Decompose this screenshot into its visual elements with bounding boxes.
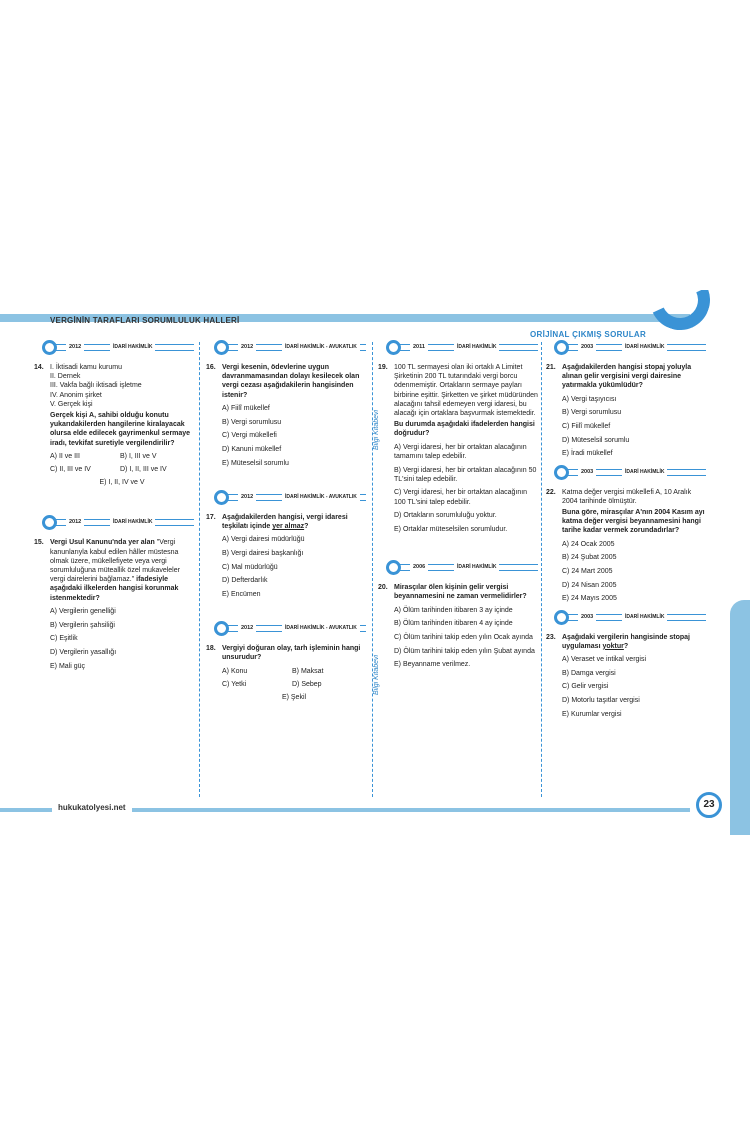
option-c: C) Vergi idaresi, her bir ortaktan alacağının 100 TL'sini talep edebilir. <box>394 489 528 506</box>
option-b: B) Vergi sorumlusu <box>222 418 282 426</box>
option-d: D) Defterdarlık <box>222 577 268 585</box>
tag-circle-icon <box>386 560 401 575</box>
option-d: D) Motorlu taşıtlar vergisi <box>562 697 640 705</box>
swoosh-decoration-icon <box>642 290 719 338</box>
exam-tag <box>546 465 706 480</box>
question-end: ? <box>623 642 629 650</box>
question-stem: Buna göre, mirasçılar A'nın 2004 Kasım ayı katma değer vergisi beyannamesini hangi tarihe kadar vermek zorundadırlar? <box>562 509 705 535</box>
exam-tag <box>378 560 538 575</box>
question-number: 17. <box>206 513 216 521</box>
question-number: 14. <box>34 364 44 371</box>
tag-year: 2012 <box>66 518 84 527</box>
tag-circle-icon <box>42 515 57 530</box>
question-23 <box>546 633 706 719</box>
tag-year: 2006 <box>410 563 428 572</box>
tag-year: 2012 <box>238 624 256 633</box>
column-divider <box>199 342 200 797</box>
tag-exam: İDARİ HAKİMLİK <box>454 343 499 352</box>
roman-item: V. Gerçek kişi <box>50 400 93 408</box>
question-21 <box>546 363 706 459</box>
option-c: C) Yetki <box>222 680 247 688</box>
footer-site-link[interactable]: hukukatolyesi.net <box>52 803 132 812</box>
option-c: C) Vergi mükellefi <box>222 432 277 440</box>
tag-exam: İDARİ HAKİMLİK - AVUKATLIK <box>282 624 360 633</box>
option-d: D) Kanuni mükellef <box>222 445 282 453</box>
question-quote: "Vergi kanunlarıyla kabul edilen hâller müstesna olmak üzere, mükellefiyete veya vergi sorumluluğuna müteallik özel mukaveleler vergi dairelerini bağlamaz." <box>50 539 180 584</box>
question-text: Vergi kesenin, ödevlerine uygun davranmamasından dolayı kesilecek olan vergi cezası aşağıdakilerin hangisinden istenir? <box>222 364 360 399</box>
option-b: B) Vergilerin şahsiliği <box>50 621 115 629</box>
section-label: ORİJİNAL ÇIKMIŞ SORULAR <box>530 330 647 339</box>
option-b: B) 24 Şubat 2005 <box>562 554 617 562</box>
option-a: A) Veraset ve intikal vergisi <box>562 656 647 664</box>
tag-exam: İDARİ HAKİMLİK <box>110 343 155 352</box>
question-text: Katma değer vergisi mükellefi A, 10 Aralık 2004 tarihinde ölmüştür. <box>562 488 692 505</box>
option-a: A) Vergilerin genelliği <box>50 607 116 615</box>
option-b: B) Vergi sorumlusu <box>562 409 622 417</box>
option-b: B) I, III ve V <box>120 452 157 460</box>
option-d: D) Sebep <box>292 680 322 688</box>
question-text: Aşağıdakilerden hangisi stopaj yoluyla alınan gelir vergisini vergi dairesine yatırmakla yükümlüdür? <box>562 364 692 390</box>
right-band-decoration <box>730 600 750 835</box>
tag-exam: İDARİ HAKİMLİK <box>622 613 667 622</box>
tag-circle-icon <box>554 465 569 480</box>
exam-tag <box>34 515 194 530</box>
tag-circle-icon <box>214 621 229 636</box>
option-e: E) Müteselsil sorumlu <box>222 459 289 467</box>
question-text: Aşağıdaki vergilerin hangisinde stopaj uygulaması <box>562 633 690 650</box>
question-17 <box>206 513 366 599</box>
option-c: C) 24 Mart 2005 <box>562 568 613 576</box>
option-d: D) Vergilerin yasallığı <box>50 648 117 656</box>
page-number: 23 <box>696 792 722 818</box>
question-stem: Bu durumda aşağıdaki ifadelerden hangisi doğrudur? <box>394 421 535 438</box>
tag-exam: İDARİ HAKİMLİK <box>110 518 155 527</box>
question-number: 22. <box>546 488 556 496</box>
option-e: E) 24 Mayıs 2005 <box>562 595 617 603</box>
question-text: 100 TL sermayesi olan iki ortaklı A Limitet Şirketinin 200 TL tutarındaki vergi borcu ödenmemiştir. Ortakların sermaye payları birbirine eşittir. Şirketten ve şirket müdüründen alacağını tahsil edemeyen vergi idaresi, bu alacağı için ortaklara başvurmak istemektedir. <box>394 364 538 418</box>
side-label: Bilgi Kitabevi <box>373 409 380 450</box>
option-a: A) Vergi taşıyıcısı <box>562 395 617 403</box>
exam-tag <box>34 340 194 355</box>
option-a: A) Konu <box>222 667 248 675</box>
option-d: D) I, II, III ve IV <box>120 466 167 474</box>
exam-tag <box>206 340 366 355</box>
option-b: B) Damga vergisi <box>562 669 616 677</box>
question-number: 16. <box>206 364 216 371</box>
column-2 <box>206 340 366 708</box>
question-end: ? <box>304 523 309 531</box>
question-emphasis: yoktur <box>602 642 624 650</box>
tag-exam: İDARİ HAKİMLİK - AVUKATLIK <box>282 343 360 352</box>
question-20 <box>378 583 538 669</box>
tag-year: 2012 <box>66 343 84 352</box>
tag-circle-icon <box>214 490 229 505</box>
option-b: B) Vergi dairesi başkanlığı <box>222 549 304 557</box>
tag-year: 2012 <box>238 343 256 352</box>
question-19 <box>378 363 538 534</box>
question-text: Aşağıdakilerden hangisi, vergi idaresi teşkilatı içinde <box>222 513 348 531</box>
roman-item: II. Dernek <box>50 373 81 381</box>
book-page <box>0 290 750 835</box>
question-number: 20. <box>378 584 388 592</box>
tag-year: 2012 <box>238 493 256 502</box>
exam-tag <box>546 610 706 625</box>
question-number: 19. <box>378 364 388 371</box>
option-e: E) İradi mükellef <box>562 450 613 458</box>
option-e: E) Ortaklar müteselsilen sorumludur. <box>394 526 508 534</box>
question-number: 18. <box>206 645 216 653</box>
question-number: 21. <box>546 364 556 371</box>
option-c: C) Mal müdürlüğü <box>222 563 278 571</box>
option-b: B) Vergi idaresi, her bir ortaktan alacağının 50 TL'sini talep edebilir. <box>394 466 537 483</box>
exam-tag <box>206 490 366 505</box>
question-14 <box>34 363 194 487</box>
option-a: A) Ölüm tarihinden itibaren 3 ay içinde <box>394 606 513 614</box>
option-a: A) Vergi dairesi müdürlüğü <box>222 536 305 544</box>
tag-year: 2003 <box>578 343 596 352</box>
question-22 <box>546 488 706 604</box>
tag-year: 2011 <box>410 343 428 352</box>
tag-exam: İDARİ HAKİMLİK <box>622 343 667 352</box>
option-a: A) 24 Ocak 2005 <box>562 540 615 548</box>
question-text: Mirasçılar ölen kişinin gelir vergisi beyannamesini ne zaman vermelidirler? <box>394 584 527 601</box>
option-d: D) Müteselsil sorumlu <box>562 436 630 444</box>
roman-item: III. Vakfa bağlı iktisadi işletme <box>50 382 142 390</box>
option-c: C) II, III ve IV <box>50 466 91 474</box>
tag-circle-icon <box>214 340 229 355</box>
roman-item: I. İktisadi kamu kurumu <box>50 364 122 371</box>
tag-exam: İDARİ HAKİMLİK <box>454 563 499 572</box>
option-d: D) 24 Nisan 2005 <box>562 581 617 589</box>
side-label: Bilgi Kitabevi <box>373 654 380 695</box>
option-c: C) Fiilî mükellef <box>562 423 611 431</box>
option-a: A) Vergi idaresi, her bir ortaktan alacağının tamamını talep edebilir. <box>394 443 527 460</box>
exam-tag <box>378 340 538 355</box>
option-d: D) Ölüm tarihini takip eden yılın Şubat ayında <box>394 647 535 655</box>
column-divider <box>541 342 542 797</box>
tag-exam: İDARİ HAKİMLİK - AVUKATLIK <box>282 493 360 502</box>
tag-circle-icon <box>386 340 401 355</box>
question-stem: ifadesiyle aşağıdaki ilkelerden hangisi korunmak istenmektedir? <box>50 576 179 602</box>
option-b: B) Ölüm tarihinden itibaren 4 ay içinde <box>394 620 513 628</box>
tag-circle-icon <box>554 610 569 625</box>
question-text: Vergiyi doğuran olay, tarh işleminin hangi unsurudur? <box>222 645 361 662</box>
column-1 <box>34 340 194 677</box>
roman-item: IV. Anonim şirket <box>50 391 102 399</box>
question-lead: Vergi Usul Kanunu'nda yer alan <box>50 539 155 547</box>
question-16 <box>206 363 366 468</box>
option-e: E) Kurumlar vergisi <box>562 710 622 718</box>
column-3 <box>378 340 538 676</box>
tag-year: 2003 <box>578 468 596 477</box>
option-c: C) Eşitlik <box>50 635 78 643</box>
option-e: E) Mali güç <box>50 662 86 670</box>
option-c: C) Gelir vergisi <box>562 683 609 691</box>
option-e: E) Şekil <box>281 694 307 702</box>
tag-year: 2003 <box>578 613 596 622</box>
question-stem: Gerçek kişi A, sahibi olduğu konutu yukarıdakilerden hangilerine kiralayacak olursa elde edilecek gayrimenkul sermaye iradı, tevkifat suretiyle vergilendirilir? <box>50 412 191 447</box>
question-18 <box>206 644 366 702</box>
tag-exam: İDARİ HAKİMLİK <box>622 468 667 477</box>
tag-circle-icon <box>42 340 57 355</box>
option-e: E) Beyanname verilmez. <box>394 661 471 669</box>
chapter-title: VERGİNİN TARAFLARI SORUMLULUK HALLERİ <box>50 316 240 325</box>
exam-tag <box>206 621 366 636</box>
option-c: C) Ölüm tarihini takip eden yılın Ocak ayında <box>394 634 533 642</box>
question-number: 23. <box>546 633 556 641</box>
option-a: A) Fiilî mükellef <box>222 404 270 412</box>
option-e: E) I, II, IV ve V <box>99 479 145 487</box>
option-d: D) Ortakların sorumluluğu yoktur. <box>394 512 497 520</box>
column-4 <box>546 340 706 725</box>
option-a: A) II ve III <box>50 452 80 460</box>
question-15 <box>34 538 194 670</box>
question-emphasis: yer almaz <box>272 523 305 531</box>
option-b: B) Maksat <box>292 667 324 675</box>
exam-tag <box>546 340 706 355</box>
tag-circle-icon <box>554 340 569 355</box>
question-number: 15. <box>34 539 44 547</box>
option-e: E) Encümen <box>222 591 261 599</box>
